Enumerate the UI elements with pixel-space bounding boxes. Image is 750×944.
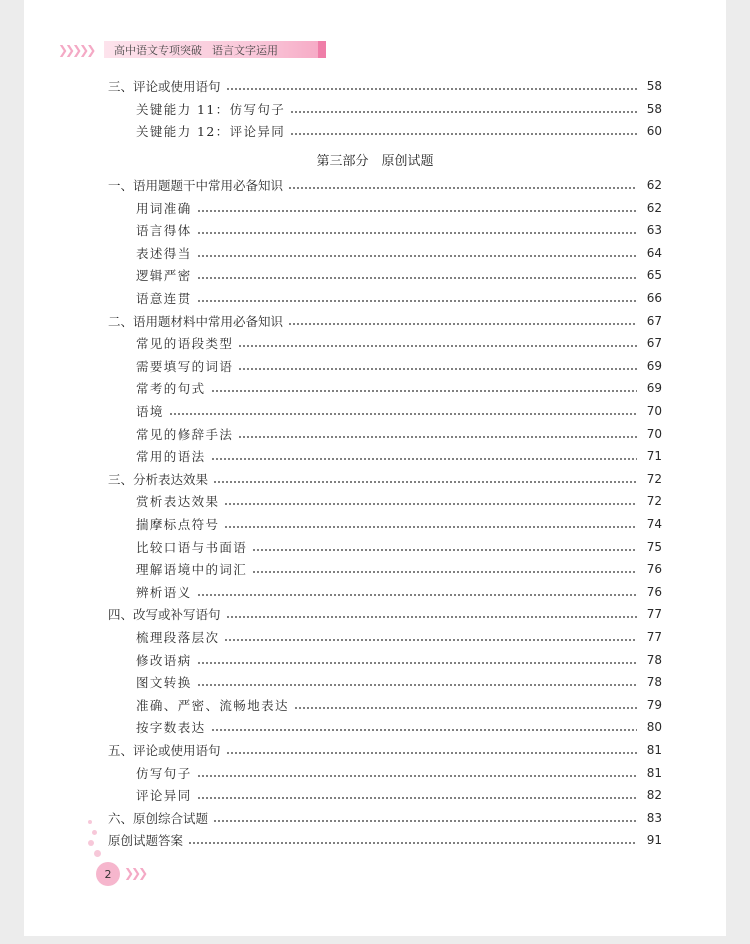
toc-entry[interactable] [136,356,662,376]
leader-dots [238,436,637,438]
toc-entry-title: 赏析表达效果 [136,494,220,510]
toc-entry-page: 71 [646,449,662,464]
leader-dots [197,232,637,234]
toc-entry-title: 常考的句式 [136,381,206,397]
leader-dots [226,752,637,754]
toc-entry-title: 五、评论或使用语句 [108,743,221,758]
toc-entry[interactable] [136,288,662,308]
document-page [24,0,726,936]
toc-entry-page: 69 [646,358,662,373]
toc-entry[interactable] [108,604,662,624]
toc-entry[interactable] [136,265,662,285]
leader-dots [197,662,637,664]
toc-entry-page: 72 [646,471,662,486]
toc-entry[interactable] [108,76,662,96]
toc-entry[interactable] [136,650,662,670]
toc-entry-title: 原创试题答案 [108,833,184,849]
footer-arrows-icon: ❯❯❯ [124,866,146,880]
toc-entry-page: 76 [646,562,662,577]
toc-entry-page: 67 [646,313,662,328]
header-subtitle: 语言文字运用 [212,43,278,57]
toc-entry-page: 78 [646,652,662,667]
toc-entry[interactable] [136,378,662,398]
leader-dots [197,277,637,279]
toc-entry-title: 用词准确 [136,200,192,216]
toc-entry[interactable] [136,99,662,119]
toc-entry-title: 语意连贯 [136,291,192,306]
leader-dots [290,133,637,135]
toc-entry-page: 65 [646,268,662,283]
toc-entry-page: 64 [646,245,662,260]
toc-entry-page: 58 [646,79,662,93]
leader-dots [238,368,637,370]
toc-entry-page: 83 [646,810,662,825]
toc-entry-title: 表述得当 [136,245,192,261]
toc-entry[interactable] [136,582,662,602]
toc-entry[interactable] [136,491,662,511]
leader-dots [252,549,637,551]
toc-entry-title: 关键能力 11：仿写句子 [136,101,286,117]
toc-entry[interactable] [108,175,662,195]
toc-entry[interactable] [108,830,662,850]
toc-entry-title: 评论异同 [136,788,192,804]
toc-entry[interactable] [108,469,662,489]
toc-entry[interactable] [136,424,662,444]
toc-entry-title: 常用的语法 [136,449,206,465]
leader-dots [197,775,637,777]
decorative-bubbles-icon [86,818,116,868]
leader-dots [197,684,637,686]
toc-entry-page: 77 [646,630,662,644]
toc-entry[interactable] [136,198,662,218]
leader-dots [238,345,637,347]
toc-entry-title: 理解语境中的词汇 [136,562,248,578]
toc-entry-page: 76 [646,584,662,599]
toc-entry-title: 梳理段落层次 [136,630,220,645]
leader-dots [290,111,637,113]
header-band [104,41,326,58]
toc-entry-page: 62 [646,178,662,192]
toc-entry[interactable] [136,243,662,263]
leader-dots [226,88,637,90]
toc-entry[interactable] [136,785,662,805]
leader-dots [213,481,637,483]
toc-entry-page: 80 [646,720,662,735]
toc-entry-title: 修改语病 [136,652,192,668]
leader-dots [294,707,637,709]
toc-entry-title: 四、改写或补写语句 [108,607,221,623]
leader-dots [288,323,637,325]
toc-entry-page: 78 [646,675,662,690]
leader-dots [224,639,637,641]
leader-dots [224,503,637,505]
toc-entry-title: 常见的语段类型 [136,336,234,352]
toc-entry-title: 六、原创综合试题 [108,810,209,826]
toc-entry[interactable] [136,763,662,783]
header-book-title: 高中语文专项突破 [114,43,202,57]
toc-entry-page: 82 [646,788,662,803]
toc-entry-title: 语言得体 [136,223,192,239]
leader-dots [211,458,637,460]
toc-entry-page: 75 [646,539,662,554]
toc-entry-title: 辨析语义 [136,584,192,600]
toc-entry[interactable] [136,627,662,647]
leader-dots [197,255,637,257]
toc-entry-page: 62 [646,200,662,215]
toc-entry-page: 79 [646,697,662,712]
toc-entry-title: 仿写句子 [136,765,192,781]
leader-dots [211,729,637,731]
toc-entry[interactable] [136,537,662,557]
toc-entry[interactable] [136,401,662,421]
toc-entry-page: 58 [646,101,662,116]
toc-entry[interactable] [136,672,662,692]
toc-entry-page: 81 [646,743,662,757]
leader-dots [197,210,637,212]
toc-entry-page: 66 [646,291,662,305]
toc-entry[interactable] [136,717,662,737]
toc-entry-title: 揣摩标点符号 [136,517,220,532]
toc-entry-title: 三、分析表达效果 [108,471,209,487]
running-header [58,41,326,58]
header-endcap [318,41,326,58]
toc-entry-page: 70 [646,426,662,441]
leader-dots [224,526,637,528]
toc-entry[interactable] [136,333,662,353]
leader-dots [169,413,637,415]
toc-entry-page: 72 [646,494,662,509]
toc-entry-title: 语境 [136,404,164,419]
header-arrows-icon: ❯❯❯❯❯ [58,42,94,57]
toc-entry[interactable] [136,220,662,240]
toc-entry-page: 70 [646,404,662,418]
leader-dots [197,797,637,799]
leader-dots [252,571,637,573]
toc-entry[interactable] [108,808,662,828]
leader-dots [197,300,637,302]
toc-entry-title: 按字数表达 [136,720,206,736]
toc-entry-title: 三、评论或使用语句 [108,79,221,94]
toc-entry[interactable] [136,446,662,466]
toc-entry[interactable] [108,740,662,760]
leader-dots [213,820,637,822]
toc-entry-title: 图文转换 [136,675,192,691]
toc-entry[interactable] [108,311,662,331]
leader-dots [211,390,637,392]
page-number: 2 [96,862,120,886]
leader-dots [188,842,637,844]
toc-entry-title: 需要填写的词语 [136,358,234,374]
toc-entry[interactable] [136,121,662,141]
toc-entry-title: 逻辑严密 [136,268,192,284]
toc-entry-page: 69 [646,381,662,396]
leader-dots [226,616,637,618]
section-title: 第三部分 原创试题 [316,154,434,169]
toc-entry-title: 一、语用题题干中常用必备知识 [108,178,284,193]
toc-entry-page: 63 [646,223,662,238]
toc-entry-page: 77 [646,607,662,622]
toc-entry-page: 81 [646,765,662,780]
toc-entry-page: 74 [646,517,662,531]
toc-entry-title: 准确、严密、流畅地表达 [136,697,289,713]
toc-entry[interactable] [136,695,662,715]
leader-dots [288,187,637,189]
toc-entry-page: 67 [646,336,662,351]
toc-entry[interactable] [136,514,662,534]
leader-dots [197,594,637,596]
toc-entry-title: 关键能力 12：评论异同 [136,124,286,140]
toc-entry-page: 91 [646,833,662,848]
toc-entry-title: 常见的修辞手法 [136,426,234,442]
toc-entry-page: 60 [646,124,662,139]
toc-entry[interactable] [136,559,662,579]
toc-entry-title: 比较口语与书面语 [136,539,248,555]
toc-entry-title: 二、语用题材料中常用必备知识 [108,313,284,329]
